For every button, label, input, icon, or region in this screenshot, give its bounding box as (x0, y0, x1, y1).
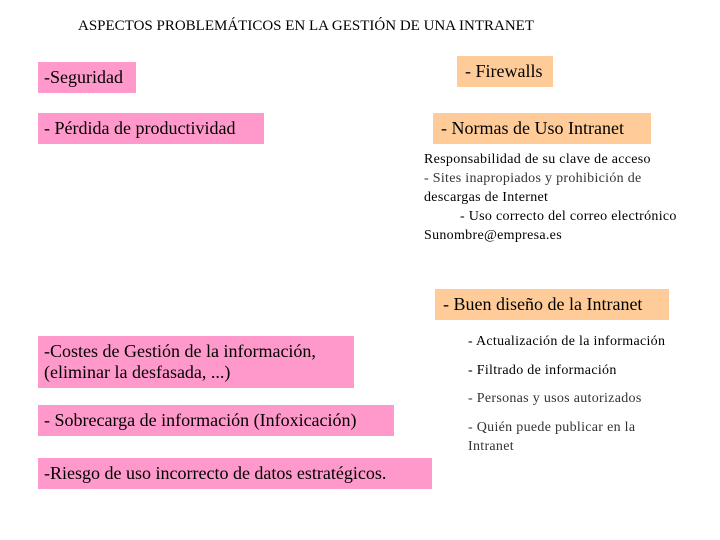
solution-firewalls: - Firewalls (457, 56, 553, 87)
problem-costes-gestion (38, 336, 354, 388)
page-title: ASPECTOS PROBLEMÁTICOS EN LA GESTIÓN DE UNA INTRANET (78, 18, 534, 34)
normas-item: - Uso correcto del correo electrónico (460, 209, 677, 224)
diseno-item: - Filtrado de información (468, 363, 617, 378)
diseno-item-line: Intranet (468, 439, 514, 454)
normas-item: Responsabilidad de su clave de acceso (424, 152, 651, 167)
problem-perdida-productividad: - Pérdida de productividad (38, 113, 264, 144)
normas-item: - Sites inapropiados y prohibición de (424, 171, 642, 186)
problem-sobrecarga: - Sobrecarga de información (Infoxicación) (38, 405, 394, 436)
normas-list (424, 150, 677, 245)
problem-riesgo: -Riesgo de uso incorrecto de datos estratégicos. (38, 458, 432, 489)
solution-normas-uso: - Normas de Uso Intranet (433, 113, 651, 144)
problem-seguridad: -Seguridad (38, 62, 136, 93)
normas-item: descargas de Internet (424, 190, 549, 205)
diseno-item (468, 418, 635, 456)
diseno-item-line: - Quién puede publicar en la (468, 420, 636, 435)
diseno-item: - Personas y usos autorizados (468, 391, 642, 406)
problem-costes-line2: (eliminar la desfasada, ...) (44, 362, 231, 382)
normas-email: Sunombre@empresa.es (424, 228, 562, 243)
diseno-item: - Actualización de la información (468, 334, 666, 349)
problem-costes-line1: -Costes de Gestión de la información, (44, 341, 316, 361)
solution-buen-diseno: - Buen diseño de la Intranet (435, 289, 669, 320)
